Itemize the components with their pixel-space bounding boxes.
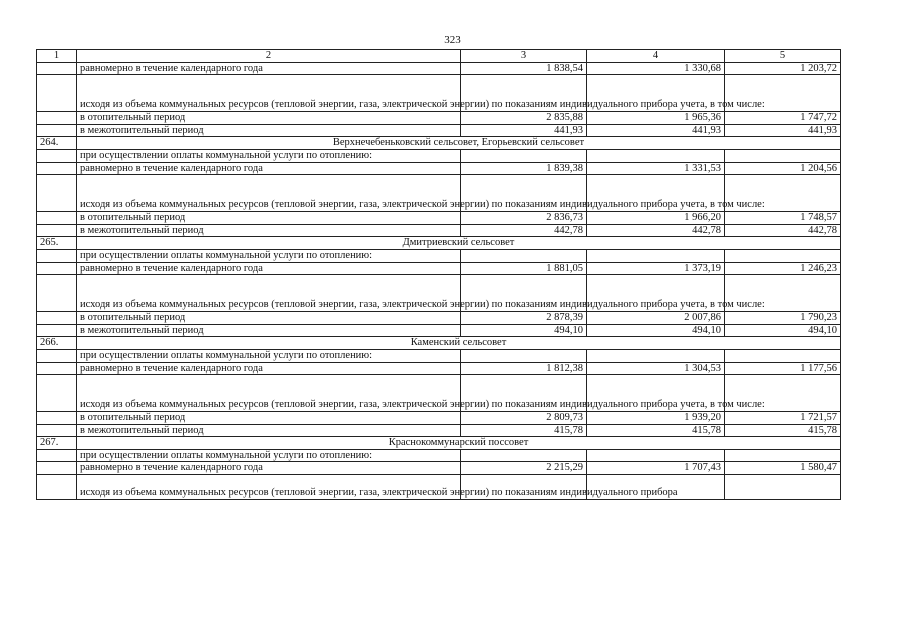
row-number-cell (37, 349, 77, 362)
row-label: исходя из объема коммунальных ресурсов (тепловой энергии, газа, электрической энергии) по показаниям индивидуального прибора учета, в том числе: (77, 275, 461, 312)
value-cell-col3: 1 839,38 (461, 162, 587, 175)
row-number-cell (37, 224, 77, 237)
row-number-cell (37, 412, 77, 425)
value-row (37, 112, 841, 125)
value-row (37, 412, 841, 425)
tariff-table-body (37, 50, 841, 500)
row-label: в межотопительный период (77, 324, 461, 337)
section-title: Дмитриевский сельсовет (77, 237, 841, 250)
value-cell-col4: 2 007,86 (587, 312, 725, 325)
empty-cell-col5 (725, 349, 841, 362)
row-number-cell (37, 449, 77, 462)
value-cell-col5: 442,78 (725, 224, 841, 237)
empty-cell-col3 (461, 449, 587, 462)
value-cell-col3: 2 836,73 (461, 212, 587, 225)
empty-cell-col4 (587, 349, 725, 362)
section-row (37, 337, 841, 350)
value-cell-col5: 494,10 (725, 324, 841, 337)
value-cell-col3: 1 838,54 (461, 62, 587, 75)
row-number-cell (37, 112, 77, 125)
value-cell-col5: 441,93 (725, 124, 841, 137)
description-row (37, 475, 841, 500)
row-label: в отопительный период (77, 412, 461, 425)
value-cell-col5: 1 790,23 (725, 312, 841, 325)
row-label: при осуществлении оплаты коммунальной услуги по отоплению: (77, 149, 461, 162)
row-label: в отопительный период (77, 312, 461, 325)
value-cell-col5: 415,78 (725, 424, 841, 437)
empty-cell-col5 (725, 249, 841, 262)
row-label: в межотопительный период (77, 424, 461, 437)
description-row (37, 275, 841, 312)
row-number-cell (37, 424, 77, 437)
description-row (37, 75, 841, 112)
value-cell-col4: 1 707,43 (587, 462, 725, 475)
value-cell-col5: 1 203,72 (725, 62, 841, 75)
column-number-3: 3 (461, 50, 587, 63)
value-cell-col3: 441,93 (461, 124, 587, 137)
value-cell-col3: 2 809,73 (461, 412, 587, 425)
empty-cell-col5 (725, 149, 841, 162)
row-label: при осуществлении оплаты коммунальной услуги по отоплению: (77, 249, 461, 262)
value-cell-col3: 1 812,38 (461, 362, 587, 375)
row-number-cell (37, 375, 77, 412)
row-label: равномерно в течение календарного года (77, 162, 461, 175)
value-row (37, 62, 841, 75)
row-number-cell (37, 249, 77, 262)
empty-cell-col4 (587, 449, 725, 462)
row-label: исходя из объема коммунальных ресурсов (тепловой энергии, газа, электрической энергии) по показаниям индивидуального прибора учета, в том числе: (77, 75, 461, 112)
row-number-cell (37, 475, 77, 500)
value-cell-col4: 1 373,19 (587, 262, 725, 275)
row-label: в межотопительный период (77, 224, 461, 237)
value-row (37, 324, 841, 337)
value-row (37, 262, 841, 275)
column-number-4: 4 (587, 50, 725, 63)
empty-cell-col4 (587, 249, 725, 262)
value-cell-col4: 1 966,20 (587, 212, 725, 225)
column-number-2: 2 (77, 50, 461, 63)
value-cell-col5: 1 204,56 (725, 162, 841, 175)
row-number-cell (37, 149, 77, 162)
value-cell-col4: 1 330,68 (587, 62, 725, 75)
value-cell-col5: 1 580,47 (725, 462, 841, 475)
value-row (37, 312, 841, 325)
value-cell-col3: 2 878,39 (461, 312, 587, 325)
row-label: равномерно в течение календарного года (77, 62, 461, 75)
column-number-5: 5 (725, 50, 841, 63)
row-number-cell (37, 312, 77, 325)
row-number-cell (37, 324, 77, 337)
row-label: в отопительный период (77, 112, 461, 125)
value-cell-col3: 1 881,05 (461, 262, 587, 275)
section-number: 264. (37, 137, 77, 150)
page-number: 323 (444, 34, 461, 46)
section-title: Краснокоммунарский поссовет (77, 437, 841, 450)
value-cell-col4: 1 965,36 (587, 112, 725, 125)
value-cell-col3: 2 215,29 (461, 462, 587, 475)
row-number-cell (37, 362, 77, 375)
row-number-cell (37, 462, 77, 475)
section-row (37, 237, 841, 250)
row-number-cell (37, 124, 77, 137)
row-label: при осуществлении оплаты коммунальной услуги по отоплению: (77, 349, 461, 362)
row-label: в отопительный период (77, 212, 461, 225)
empty-cell-col4 (587, 149, 725, 162)
value-cell-col5: 1 721,57 (725, 412, 841, 425)
row-label: исходя из объема коммунальных ресурсов (тепловой энергии, газа, электрической энергии) по показаниям индивидуального прибора учета, в том числе: (77, 175, 461, 212)
row-label: равномерно в течение календарного года (77, 262, 461, 275)
description-row (37, 349, 841, 362)
value-cell-col4: 494,10 (587, 324, 725, 337)
section-row (37, 137, 841, 150)
value-cell-col5: 1 748,57 (725, 212, 841, 225)
empty-cell-col5 (725, 449, 841, 462)
section-title: Каменский сельсовет (77, 337, 841, 350)
value-cell-col5: 1 246,23 (725, 262, 841, 275)
description-row (37, 175, 841, 212)
section-title: Верхнечебеньковский сельсовет, Егорьевский сельсовет (77, 137, 841, 150)
row-label: при осуществлении оплаты коммунальной услуги по отоплению: (77, 449, 461, 462)
value-cell-col4: 1 331,53 (587, 162, 725, 175)
value-cell-col5: 1 747,72 (725, 112, 841, 125)
section-number: 265. (37, 237, 77, 250)
value-cell-col4: 1 939,20 (587, 412, 725, 425)
row-number-cell (37, 212, 77, 225)
value-row (37, 462, 841, 475)
value-cell-col4: 442,78 (587, 224, 725, 237)
description-row (37, 375, 841, 412)
row-number-cell (37, 75, 77, 112)
row-number-cell (37, 162, 77, 175)
row-label: равномерно в течение календарного года (77, 362, 461, 375)
value-row (37, 424, 841, 437)
column-number-row (37, 50, 841, 63)
value-row (37, 212, 841, 225)
row-number-cell (37, 62, 77, 75)
value-row (37, 362, 841, 375)
value-cell-col3: 415,78 (461, 424, 587, 437)
value-cell-col3: 442,78 (461, 224, 587, 237)
value-cell-col3: 2 835,88 (461, 112, 587, 125)
column-number-1: 1 (37, 50, 77, 63)
value-row (37, 224, 841, 237)
section-number: 267. (37, 437, 77, 450)
row-number-cell (37, 262, 77, 275)
empty-cell-col3 (461, 349, 587, 362)
value-cell-col3: 494,10 (461, 324, 587, 337)
description-row (37, 449, 841, 462)
row-label: равномерно в течение календарного года (77, 462, 461, 475)
row-number-cell (37, 175, 77, 212)
row-label: в межотопительный период (77, 124, 461, 137)
row-label: исходя из объема коммунальных ресурсов (тепловой энергии, газа, электрической энергии) по показаниям индивидуального прибора (77, 475, 461, 500)
section-row (37, 437, 841, 450)
row-number-cell (37, 275, 77, 312)
row-label: исходя из объема коммунальных ресурсов (тепловой энергии, газа, электрической энергии) по показаниям индивидуального прибора учета, в том числе: (77, 375, 461, 412)
value-row (37, 162, 841, 175)
empty-cell-col3 (461, 149, 587, 162)
section-number: 266. (37, 337, 77, 350)
description-row (37, 249, 841, 262)
empty-cell-col3 (461, 249, 587, 262)
value-row (37, 124, 841, 137)
value-cell-col4: 415,78 (587, 424, 725, 437)
value-cell-col4: 1 304,53 (587, 362, 725, 375)
description-row (37, 149, 841, 162)
value-cell-col5: 1 177,56 (725, 362, 841, 375)
value-cell-col4: 441,93 (587, 124, 725, 137)
empty-cell-col5 (725, 475, 841, 500)
tariff-table (36, 49, 841, 500)
